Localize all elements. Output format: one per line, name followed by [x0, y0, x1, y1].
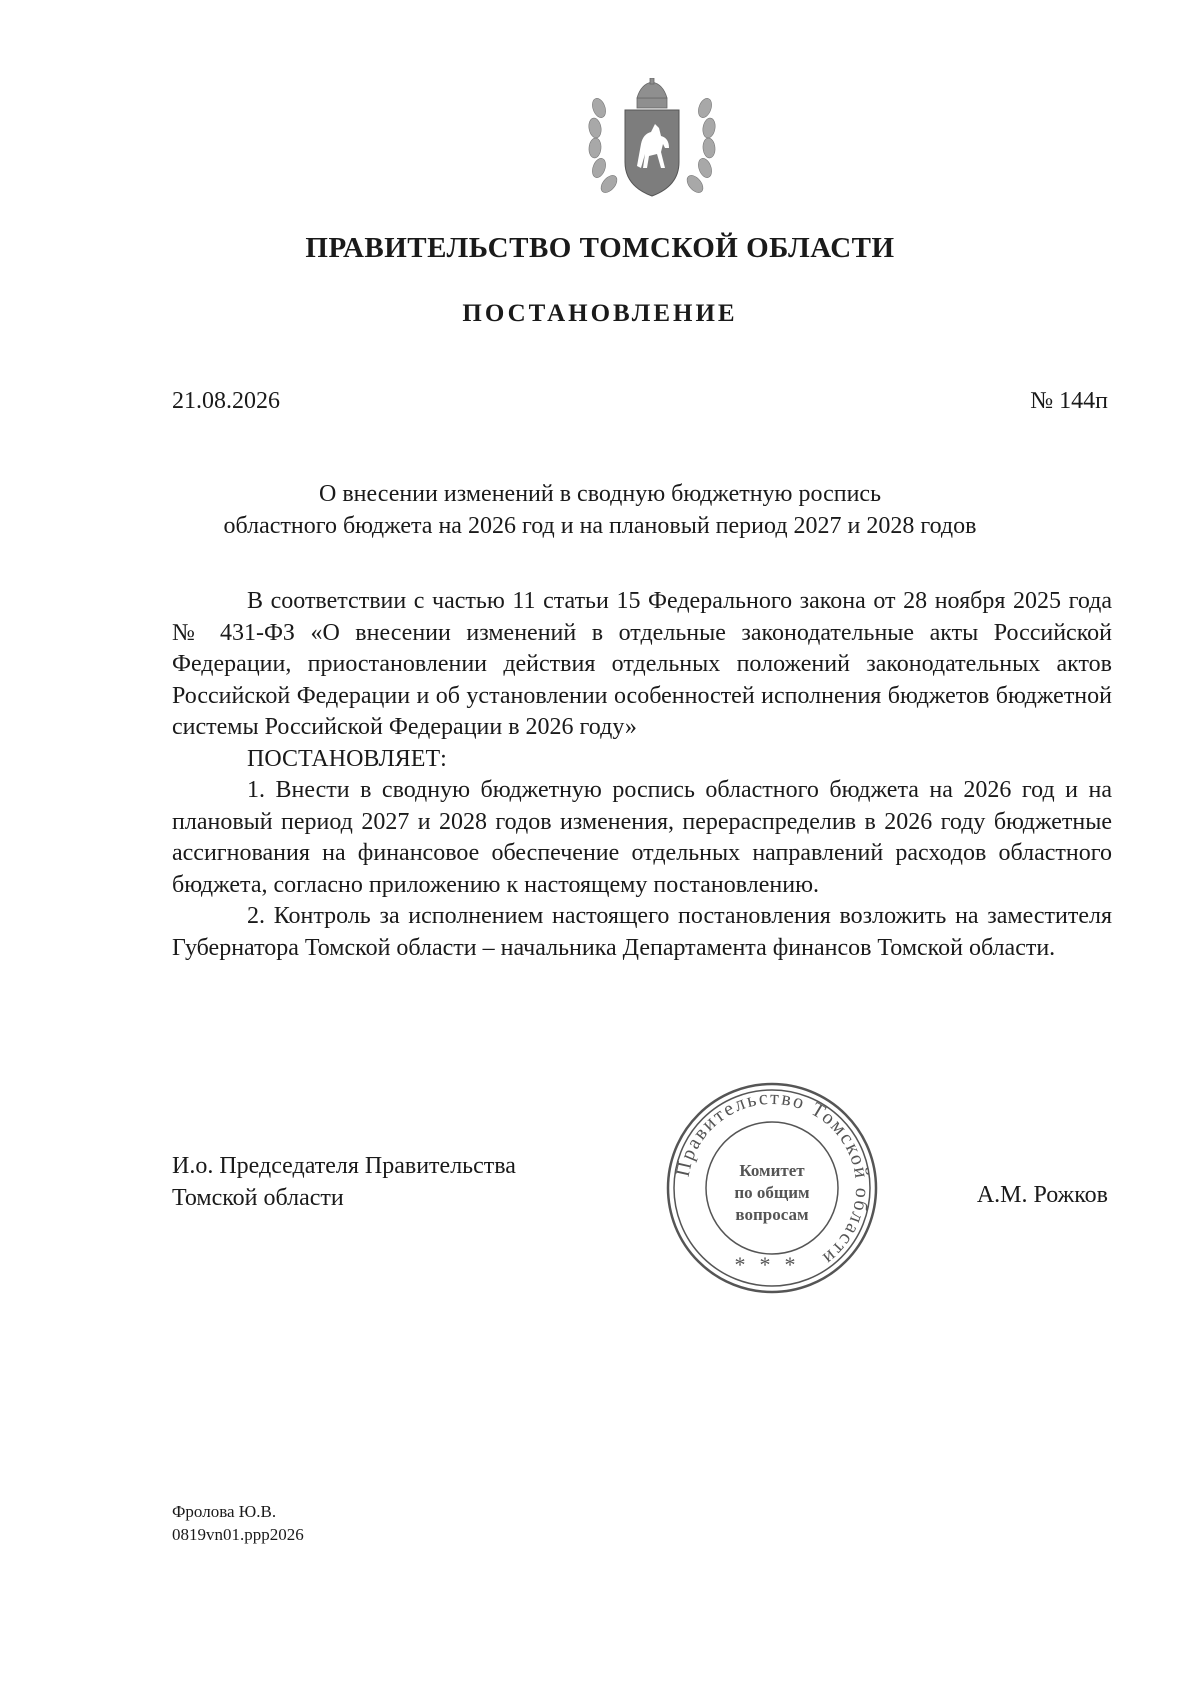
- document-body: [172, 586, 1112, 964]
- file-code: 0819vn01.ppp2026: [172, 1525, 304, 1544]
- svg-text:вопросам: вопросам: [735, 1205, 809, 1224]
- executor-name: Фролова Ю.В.: [172, 1502, 277, 1521]
- document-date: 21.08.2026: [172, 388, 280, 414]
- svg-text:Комитет: Комитет: [739, 1161, 805, 1180]
- svg-text:***: ***: [734, 1252, 810, 1277]
- svg-text:Правительство Томской области: Правительство Томской области: [671, 1086, 874, 1271]
- signer-name: А.М. Рожков: [976, 1182, 1108, 1208]
- signer-title-line: Томской области: [172, 1185, 344, 1211]
- signer-title-line: И.о. Председателя Правительства: [172, 1153, 516, 1179]
- item-paragraph: 1. Внести в сводную бюджетную роспись областного бюджета на 2026 год и на плановый период 2027 и 2028 годов изменения, перераспределив в 2026 году бюджетные ассигнования на финансовое обеспечение отдельных направлений расходов областного бюджета, согласно приложению к настоящему постановлению.: [172, 777, 1112, 898]
- item-paragraph: 2. Контроль за исполнением настоящего постановления возложить на заместителя Губернатора Томской области – начальника Департамента финансов Томской области.: [172, 903, 1112, 961]
- document-type-heading: ПОСТАНОВЛЕНИЕ: [462, 300, 738, 327]
- svg-text:по общим: по общим: [734, 1183, 810, 1202]
- preamble-paragraph: В соответствии с частью 11 статьи 15 Федерального закона от 28 ноября 2025 года № 431-ФЗ «О внесении изменений в отдельные законодательные акты Российской Федерации, приостановлении действия отдельных положений законодательных актов Российской Федерации и об установлении особенностей исполнения бюджетов бюджетной системы Российской Федерации в 2026 году»: [172, 588, 1112, 740]
- subject-line: О внесении изменений в сводную бюджетную роспись: [318, 481, 882, 507]
- executor-footer: [172, 1500, 304, 1546]
- official-seal: [664, 1080, 880, 1296]
- organization-title: ПРАВИТЕЛЬСТВО ТОМСКОЙ ОБЛАСТИ: [305, 232, 895, 264]
- document-subject: [100, 478, 1100, 542]
- resolves-paragraph: ПОСТАНОВЛЯЕТ:: [247, 745, 447, 772]
- coat-of-arms-icon: [585, 78, 719, 206]
- document-number: № 144п: [1030, 388, 1108, 414]
- signer-title: [172, 1150, 516, 1214]
- subject-line: областного бюджета на 2026 год и на плановый период 2027 и 2028 годов: [223, 513, 977, 539]
